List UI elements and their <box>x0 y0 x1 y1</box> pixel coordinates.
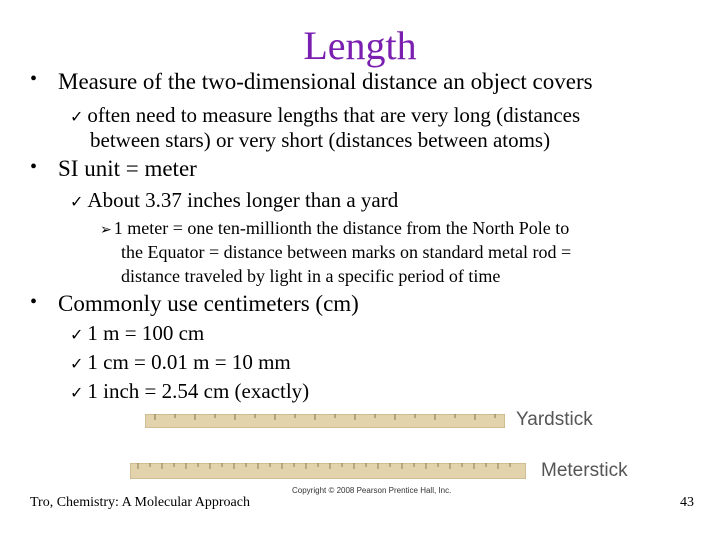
bullet-icon: • <box>30 68 38 90</box>
subsub-item-2-1-continued: distance traveled by light in a specific period of time <box>121 266 501 286</box>
sub-item-3-3 <box>70 379 309 405</box>
subsub-item-2-1 <box>100 216 569 242</box>
bullet-1-text: Measure of the two-dimensional distance an object covers <box>58 69 593 94</box>
check-icon: ✓ <box>70 354 84 373</box>
sub-item-1-1-continued: between stars) or very short (distances between atoms) <box>90 128 551 152</box>
page-number: 43 <box>680 495 694 510</box>
arrow-icon: ➢ <box>100 222 112 238</box>
bullet-icon: • <box>30 156 38 178</box>
sub-item-text: 1 inch = 2.54 cm (exactly) <box>87 379 310 403</box>
sub-item-text: 1 cm = 0.01 m = 10 mm <box>87 350 291 374</box>
sub-item-3-2 <box>70 350 291 376</box>
check-icon: ✓ <box>70 325 84 344</box>
sub-item-3-1 <box>70 321 204 347</box>
meterstick-label: Meterstick <box>541 460 628 481</box>
check-icon: ✓ <box>70 107 84 126</box>
sub-item-text: often need to measure lengths that are very long (distances <box>87 103 581 127</box>
sub-item-text: 1 m = 100 cm <box>87 321 205 345</box>
sub-item-1-1 <box>70 103 580 129</box>
bullet-icon: • <box>30 291 38 313</box>
slide-title: Length <box>303 23 417 68</box>
meterstick-image <box>130 463 526 479</box>
sub-item-text: About 3.37 inches longer than a yard <box>87 188 399 212</box>
check-icon: ✓ <box>70 192 84 211</box>
check-icon: ✓ <box>70 383 84 402</box>
bullet-2-text: SI unit = meter <box>58 156 197 181</box>
yardstick-label: Yardstick <box>516 409 593 430</box>
footer-source: Tro, Chemistry: A Molecular Approach <box>30 495 250 510</box>
sub-item-2-1 <box>70 188 398 214</box>
subsub-item-2-1-continued: the Equator = distance between marks on standard metal rod = <box>121 242 572 262</box>
yardstick-image <box>145 414 505 428</box>
subsub-item-text: 1 meter = one ten-millionth the distance from the North Pole to <box>113 218 570 238</box>
copyright-notice: Copyright © 2008 Pearson Prentice Hall, Inc. <box>292 486 452 495</box>
bullet-3-text: Commonly use centimeters (cm) <box>58 291 359 316</box>
